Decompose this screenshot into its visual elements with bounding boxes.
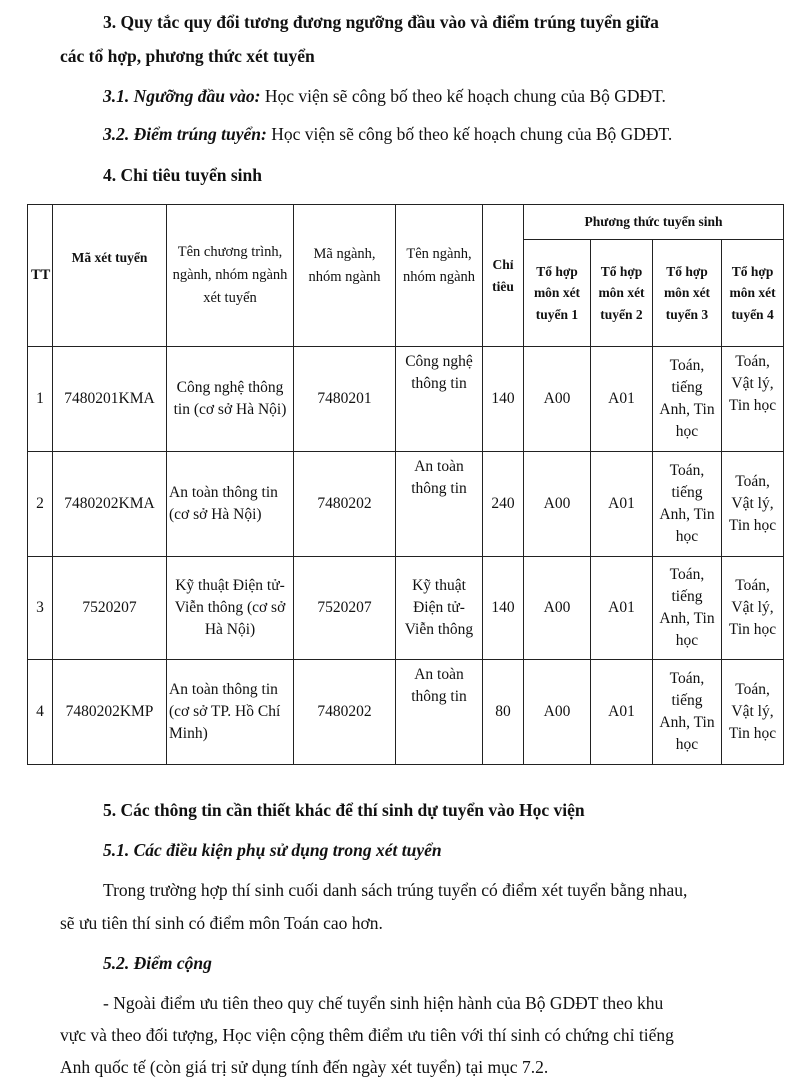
row-to-hop-3: Toán, tiếng Anh, Tin học	[653, 557, 722, 660]
header-ma-xet-tuyen: Mã xét tuyển	[53, 205, 167, 347]
header-tt: TT	[28, 205, 53, 347]
header-ma-nganh: Mã ngành, nhóm ngành	[294, 205, 396, 347]
header-to-hop-2: Tổ hợp môn xét tuyển 2	[591, 240, 653, 347]
row-ma-xet-tuyen: 7480202KMP	[53, 660, 167, 765]
row-to-hop-1: A00	[524, 660, 591, 765]
section3-heading-line2: các tổ hợp, phương thức xét tuyển	[60, 46, 315, 66]
section5-heading: 5. Các thông tin cần thiết khác để thí sinh dự tuyển vào Học viện	[103, 800, 585, 820]
row-ten-chuong-trinh: Công nghệ thông tin (cơ sở Hà Nội)	[167, 347, 294, 452]
row-to-hop-2: A01	[591, 347, 653, 452]
table-row	[28, 557, 784, 660]
section5-sub2-heading: 5.2. Điểm cộng	[103, 953, 212, 973]
admission-quota-table	[27, 204, 784, 765]
table-row	[28, 347, 784, 452]
row-to-hop-3: Toán, tiếng Anh, Tin học	[653, 452, 722, 557]
row-to-hop-4: Toán, Vật lý, Tin học	[722, 347, 784, 452]
row-ten-nganh: Công nghệ thông tin	[396, 347, 483, 452]
row-ten-nganh: Kỹ thuật Điện tử-Viễn thông	[396, 557, 483, 660]
row-tt: 1	[28, 347, 53, 452]
section3-item1-label: 3.1. Ngưỡng đầu vào:	[103, 86, 261, 106]
section3-item1-text: Học viện sẽ công bố theo kế hoạch chung của Bộ GDĐT.	[260, 86, 666, 106]
row-chi-tieu: 140	[483, 557, 524, 660]
row-to-hop-1: A00	[524, 452, 591, 557]
table-row	[28, 452, 784, 557]
section3-item2-text: Học viện sẽ công bố theo kế hoạch chung của Bộ GDĐT.	[266, 124, 673, 144]
row-tt: 3	[28, 557, 53, 660]
row-ma-nganh: 7520207	[294, 557, 396, 660]
section5-sub2-line3: Anh quốc tế (còn giá trị sử dụng tính đến ngày xét tuyển) tại mục 7.2.	[60, 1057, 549, 1077]
row-ten-nganh: An toàn thông tin	[396, 452, 483, 557]
row-to-hop-4: Toán, Vật lý, Tin học	[722, 452, 784, 557]
row-ma-xet-tuyen: 7480201KMA	[53, 347, 167, 452]
header-ten-nganh: Tên ngành, nhóm ngành	[396, 205, 483, 347]
section3-item2-label: 3.2. Điểm trúng tuyển:	[103, 124, 267, 144]
row-tt: 2	[28, 452, 53, 557]
row-ten-chuong-trinh: Kỹ thuật Điện tử-Viễn thông (cơ sở Hà Nội)	[167, 557, 294, 660]
row-tt: 4	[28, 660, 53, 765]
header-to-hop-4: Tổ hợp môn xét tuyển 4	[722, 240, 784, 347]
row-ma-xet-tuyen: 7520207	[53, 557, 167, 660]
row-to-hop-1: A00	[524, 347, 591, 452]
row-to-hop-2: A01	[591, 452, 653, 557]
row-to-hop-3: Toán, tiếng Anh, Tin học	[653, 347, 722, 452]
row-chi-tieu: 140	[483, 347, 524, 452]
header-to-hop-3: Tổ hợp môn xét tuyển 3	[653, 240, 722, 347]
header-phuong-thuc: Phương thức tuyển sinh	[524, 205, 784, 240]
section3-item2	[103, 124, 672, 145]
row-ma-xet-tuyen: 7480202KMA	[53, 452, 167, 557]
row-to-hop-4: Toán, Vật lý, Tin học	[722, 660, 784, 765]
section5-sub2-line1: - Ngoài điểm ưu tiên theo quy chế tuyển sinh hiện hành của Bộ GDĐT theo khu	[103, 993, 664, 1013]
row-chi-tieu: 240	[483, 452, 524, 557]
row-ten-chuong-trinh: An toàn thông tin (cơ sở Hà Nội)	[167, 452, 294, 557]
section3-item1	[103, 86, 666, 107]
section3-heading-line1: 3. Quy tắc quy đổi tương đương ngưỡng đầu vào và điểm trúng tuyển giữa	[103, 12, 659, 32]
section4-heading: 4. Chỉ tiêu tuyển sinh	[103, 165, 262, 185]
table-row	[28, 660, 784, 765]
row-ma-nganh: 7480201	[294, 347, 396, 452]
section5-sub1-heading: 5.1. Các điều kiện phụ sử dụng trong xét tuyển	[103, 840, 442, 860]
row-ten-nganh: An toàn thông tin	[396, 660, 483, 765]
row-to-hop-1: A00	[524, 557, 591, 660]
header-chi-tieu: Chỉ tiêu	[483, 205, 524, 347]
row-ma-nganh: 7480202	[294, 452, 396, 557]
header-ten-chuong-trinh: Tên chương trình, ngành, nhóm ngành xét tuyển	[167, 205, 294, 347]
row-to-hop-4: Toán, Vật lý, Tin học	[722, 557, 784, 660]
section5-sub1-line1: Trong trường hợp thí sinh cuối danh sách trúng tuyển có điểm xét tuyển bằng nhau,	[103, 880, 688, 900]
row-ma-nganh: 7480202	[294, 660, 396, 765]
section5-sub1-line2: sẽ ưu tiên thí sinh có điểm môn Toán cao hơn.	[60, 913, 383, 933]
row-to-hop-3: Toán, tiếng Anh, Tin học	[653, 660, 722, 765]
row-ten-chuong-trinh: An toàn thông tin (cơ sở TP. Hồ Chí Minh)	[167, 660, 294, 765]
row-chi-tieu: 80	[483, 660, 524, 765]
header-to-hop-1: Tổ hợp môn xét tuyển 1	[524, 240, 591, 347]
section5-sub2-line2: vực và theo đối tượng, Học viện cộng thêm điểm ưu tiên với thí sinh có chứng chỉ tiếng	[60, 1025, 674, 1045]
row-to-hop-2: A01	[591, 557, 653, 660]
row-to-hop-2: A01	[591, 660, 653, 765]
